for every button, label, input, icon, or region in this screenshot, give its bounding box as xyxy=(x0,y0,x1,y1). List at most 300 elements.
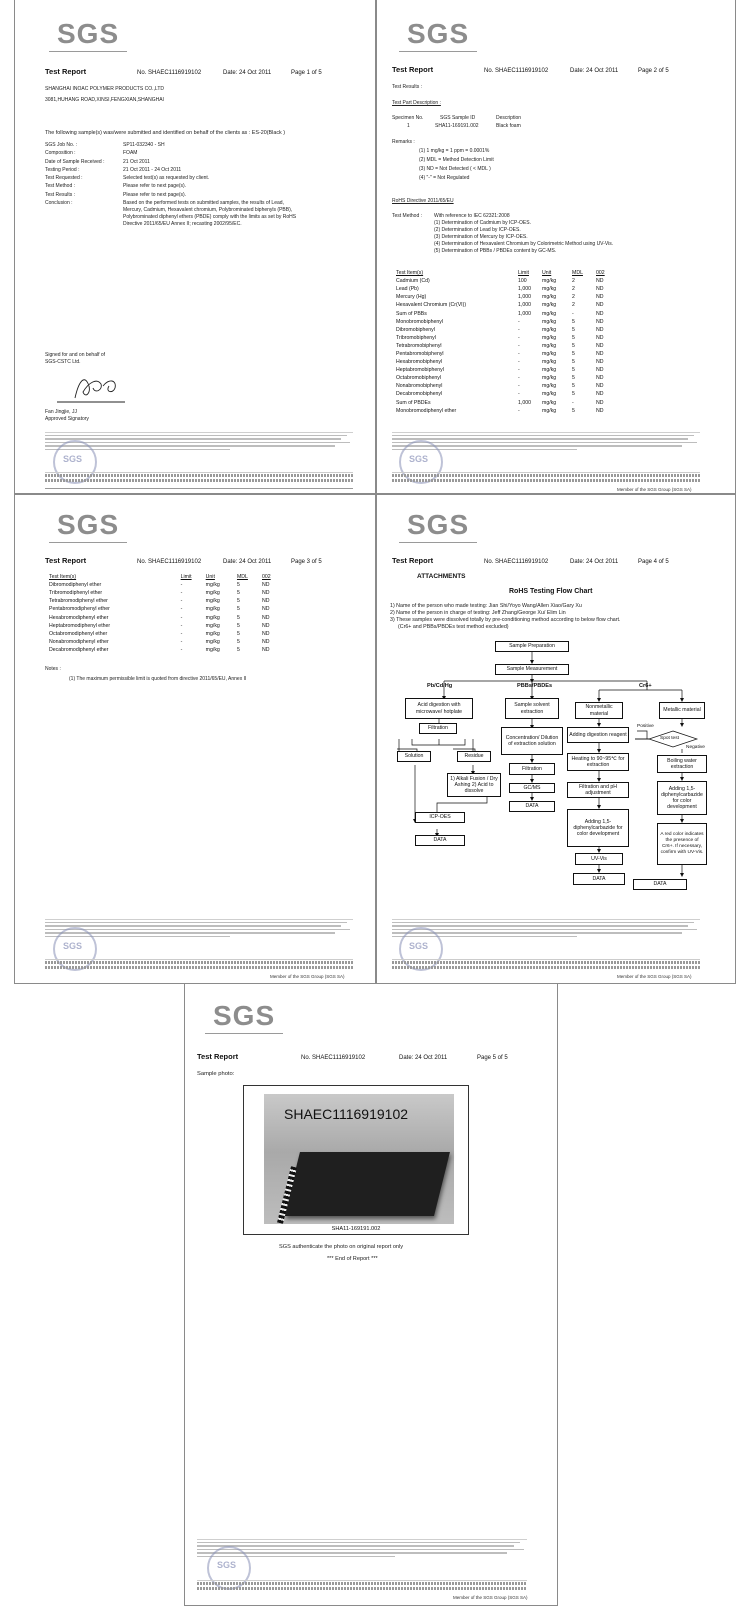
field-value: Please refer to next page(s). xyxy=(123,191,187,198)
flow-node-solvent-extraction: Sample solvent extraction xyxy=(505,698,559,719)
table-cell: ND xyxy=(596,383,604,390)
table-cell: - xyxy=(572,310,574,317)
table-cell: mg/kg xyxy=(205,590,220,597)
spec-cell: SHA11-169191.002 xyxy=(435,123,479,129)
sample-photo-frame xyxy=(243,1085,469,1235)
flow-node-alkali-fusion: 1) Alkali Fusion / Dry Ashing 2) Acid to dissolve xyxy=(447,773,501,797)
table-cell: 2 xyxy=(572,286,575,293)
table-cell: ND xyxy=(596,326,604,333)
field-row xyxy=(45,183,365,191)
table-cell: 1,000 xyxy=(518,310,531,317)
remarks-label: Remarks : xyxy=(392,139,415,145)
table-cell: Hexabromodiphenyl ether xyxy=(49,614,109,621)
table-cell: Sum of PBDEs xyxy=(396,399,431,406)
table-cell: 1,000 xyxy=(518,294,531,301)
field-value: 21 Oct 2011 xyxy=(123,158,150,165)
table-cell: Pentabromobiphenyl xyxy=(396,350,444,357)
flow-node-metallic: Metallic material xyxy=(659,702,705,719)
page-label: Page 1 of 5 xyxy=(291,70,322,76)
table-cell: Monobromodiphenyl ether xyxy=(396,407,457,414)
remark-line: (1) 1 mg/kg = 1 ppm = 0.0001% xyxy=(419,148,490,154)
table-cell: Nonabromobiphenyl xyxy=(396,383,443,390)
flow-node-data-3: DATA xyxy=(573,873,625,885)
table-row xyxy=(45,597,285,605)
flow-node-gcms: GC/MS xyxy=(509,783,555,793)
table-cell: 5 xyxy=(572,342,575,349)
logo-text: SGS xyxy=(57,509,120,540)
report-title: Test Report xyxy=(45,67,87,76)
table-cell: 5 xyxy=(236,638,240,645)
table-cell: - xyxy=(180,646,183,653)
table-cell: 1,000 xyxy=(518,286,531,293)
seal-text: SGS xyxy=(409,454,429,464)
field-label: Date of Sample Received : xyxy=(45,158,105,165)
table-row xyxy=(45,646,285,654)
fields-list xyxy=(45,142,365,228)
table-row xyxy=(392,293,618,301)
table-cell: 100 xyxy=(518,278,527,285)
flow-node-uvvis: UV-Vis xyxy=(575,853,623,865)
authenticate-note: SGS authenticate the photo on original report only xyxy=(279,1244,404,1250)
sample-photo-label: Sample photo: xyxy=(197,1071,235,1077)
spec-col-header: Specimen No. xyxy=(392,115,424,121)
table-cell: mg/kg xyxy=(542,399,557,406)
page-header xyxy=(45,557,365,566)
page-label: Page 3 of 5 xyxy=(291,559,322,565)
page-header xyxy=(197,1053,527,1062)
table-cell: Hexavalent Chromium (Cr(VI)) xyxy=(396,302,467,309)
table-cell: 5 xyxy=(572,383,575,390)
company-address: 3081,HUHANG ROAD,XINSI,FENGXIAN,SHANGHAI xyxy=(45,97,164,103)
flow-col-title-pbcdhg: Pb/Cd/Hg xyxy=(427,683,453,689)
note-line: (1) The maximum permissible limit is quoted from directive 2011/65/EU, Annex II xyxy=(69,676,247,682)
table-cell: 1,000 xyxy=(518,302,531,309)
table-cell: mg/kg xyxy=(542,350,557,357)
spec-col-header: Description xyxy=(496,115,522,121)
flow-node-icp-oes: ICP-OES xyxy=(415,812,465,823)
spec-row xyxy=(407,123,521,130)
sgs-logo xyxy=(57,511,119,539)
results-table xyxy=(392,269,618,415)
table-header-row xyxy=(392,269,618,277)
table-cell: ND xyxy=(596,399,604,406)
table-cell: ND xyxy=(596,278,604,285)
field-row xyxy=(45,192,365,200)
table-cell: - xyxy=(180,614,183,621)
report-date: Date: 24 Oct 2011 xyxy=(223,559,272,565)
table-row xyxy=(392,382,618,390)
field-value: Please refer to next page(s). xyxy=(123,183,187,190)
table-cell: 5 xyxy=(572,359,575,366)
report-date: Date: 24 Oct 2011 xyxy=(223,70,272,76)
end-of-report: *** End of Report *** xyxy=(327,1256,378,1262)
report-page-4 xyxy=(376,494,736,984)
table-cell: ND xyxy=(262,646,270,653)
page-header xyxy=(45,68,365,77)
table-row xyxy=(392,399,618,407)
table-cell: mg/kg xyxy=(542,318,557,325)
table-cell: - xyxy=(518,407,520,414)
table-cell: 5 xyxy=(572,350,575,357)
table-row xyxy=(392,407,618,415)
table-row xyxy=(392,277,618,285)
method-line: (1) Determination of Cadmium by ICP-OES. xyxy=(434,220,531,226)
remark-line: (3) ND = Not Detected ( < MDL ) xyxy=(419,166,491,172)
field-label: Testing Period : xyxy=(45,166,80,173)
table-cell: Pentabromodiphenyl ether xyxy=(49,606,110,613)
table-cell: Hexabromobiphenyl xyxy=(396,359,443,366)
table-cell: Lead (Pb) xyxy=(396,286,419,293)
table-header: Unit xyxy=(205,574,215,581)
field-row xyxy=(45,167,365,175)
table-cell: - xyxy=(180,582,183,589)
part-desc-label: Test Part Description : xyxy=(392,100,441,106)
table-cell: Octabromobiphenyl xyxy=(396,375,441,382)
table-cell: ND xyxy=(596,350,604,357)
report-title: Test Report xyxy=(197,1052,239,1061)
field-row xyxy=(45,142,365,150)
table-cell: ND xyxy=(596,302,604,309)
report-page-5 xyxy=(184,984,558,1606)
table-cell: 2 xyxy=(572,294,575,301)
table-cell: mg/kg xyxy=(205,638,220,645)
table-header: 002 xyxy=(596,270,605,277)
table-row xyxy=(45,605,285,613)
table-cell: ND xyxy=(262,606,270,613)
flow-node-data-2: DATA xyxy=(509,801,555,812)
member-text: Member of the SGS Group (SGS SA) xyxy=(617,974,692,979)
report-title: Test Report xyxy=(45,556,87,565)
table-cell: mg/kg xyxy=(205,614,220,621)
table-cell: Tetrabromodiphenyl ether xyxy=(49,598,108,605)
table-cell: - xyxy=(180,622,183,629)
table-cell: ND xyxy=(262,638,270,645)
table-cell: mg/kg xyxy=(205,606,220,613)
table-cell: mg/kg xyxy=(542,407,557,414)
table-cell: Monobromobiphenyl xyxy=(396,318,444,325)
table-cell: mg/kg xyxy=(542,294,557,301)
table-cell: ND xyxy=(262,622,270,629)
spec-cell: 1 xyxy=(407,123,410,129)
method-line: (4) Determination of Hexavalent Chromium by Colorimetric Method using UV-Vis. xyxy=(434,241,614,247)
address-footer xyxy=(392,472,700,486)
table-cell: - xyxy=(518,350,520,357)
flow-node-heating: Heating to 90~95℃ for extraction xyxy=(567,753,629,771)
table-header: MDL xyxy=(572,270,583,277)
table-row xyxy=(392,374,618,382)
table-cell: - xyxy=(180,630,183,637)
flow-node-residue: Residue xyxy=(457,751,491,762)
address-footer xyxy=(392,959,700,973)
field-row xyxy=(45,175,365,183)
table-cell: mg/kg xyxy=(542,286,557,293)
attachments-heading: ATTACHMENTS xyxy=(417,573,466,580)
table-cell: mg/kg xyxy=(205,622,220,629)
page-label: Page 5 of 5 xyxy=(477,1055,508,1061)
table-cell: mg/kg xyxy=(542,359,557,366)
table-cell: 5 xyxy=(236,606,240,613)
logo-text: SGS xyxy=(407,509,470,540)
flow-node-solution: Solution xyxy=(397,751,431,762)
seal-text: SGS xyxy=(63,941,83,951)
photo-caption-text: SHAEC1116919102 xyxy=(284,1106,409,1122)
flow-col-title-pbbs: PBBs/PBDEs xyxy=(517,683,553,689)
table-row xyxy=(45,630,285,638)
report-page-1 xyxy=(14,0,376,494)
page-label: Page 2 of 5 xyxy=(638,68,669,74)
company-name: SHANGHAI INOAC POLYMER PRODUCTS CO.,LTD xyxy=(45,86,164,92)
spec-col-header: SGS Sample ID xyxy=(440,115,476,121)
table-cell: - xyxy=(518,367,520,374)
table-cell: 5 xyxy=(236,582,240,589)
logo-text: SGS xyxy=(213,1000,276,1031)
table-cell: - xyxy=(180,638,183,645)
table-cell: ND xyxy=(596,334,604,341)
flow-node-concentration: Concentration/ Dilution of extraction solution xyxy=(501,727,563,755)
method-label: Test Method : xyxy=(392,213,423,219)
table-cell: - xyxy=(180,590,183,597)
signed-company: SGS-CSTC Ltd. xyxy=(45,359,81,365)
table-cell: ND xyxy=(262,582,270,589)
flow-node-adding-digestion: Adding digestion reagent xyxy=(567,727,629,743)
table-cell: ND xyxy=(262,590,270,597)
field-label: Test Requested : xyxy=(45,175,83,182)
table-row xyxy=(392,390,618,398)
member-text: Member of the SGS Group (SGS SA) xyxy=(453,1595,528,1600)
table-cell: Tetrabromobiphenyl xyxy=(396,342,442,349)
table-cell: - xyxy=(518,383,520,390)
table-cell: 5 xyxy=(236,598,240,605)
spec-cell: Black foam xyxy=(496,123,521,129)
table-cell: ND xyxy=(262,630,270,637)
table-cell: 5 xyxy=(236,614,240,621)
table-row xyxy=(392,285,618,293)
table-cell: 5 xyxy=(572,407,575,414)
table-header: Limit xyxy=(180,574,192,581)
logo-text: SGS xyxy=(407,18,470,49)
table-cell: mg/kg xyxy=(542,278,557,285)
flow-node-data-1: DATA xyxy=(415,835,465,846)
table-cell: Heptabromobiphenyl xyxy=(396,367,444,374)
table-cell: mg/kg xyxy=(542,383,557,390)
table-cell: - xyxy=(180,606,183,613)
field-value: Selected test(s) as requested by client. xyxy=(123,175,210,182)
table-cell: ND xyxy=(596,286,604,293)
table-cell: - xyxy=(518,334,520,341)
directive-label: RoHS Directive 2011/65/EU xyxy=(392,198,454,204)
table-cell: 5 xyxy=(572,334,575,341)
table-row xyxy=(392,301,618,309)
signed-line: Signed for and on behalf of xyxy=(45,352,106,358)
table-row xyxy=(392,342,618,350)
address-footer xyxy=(45,959,353,973)
table-cell: Octabromodiphenyl ether xyxy=(49,630,108,637)
table-cell: ND xyxy=(596,318,604,325)
remark-line: (2) MDL = Method Detection Limit xyxy=(419,157,494,163)
method-line: (3) Determination of Mercury by ICP-OES. xyxy=(434,234,528,240)
report-number: No. SHAEC1116919102 xyxy=(137,70,202,76)
table-cell: - xyxy=(518,375,520,382)
conclusion-line: Based on the performed tests on submitted samples, the results of Lead, xyxy=(123,200,284,207)
report-date: Date: 24 Oct 2011 xyxy=(570,68,619,74)
table-cell: ND xyxy=(596,391,604,398)
results-table xyxy=(45,573,285,654)
table-cell: 5 xyxy=(236,590,240,597)
table-cell: mg/kg xyxy=(542,302,557,309)
table-cell: Heptabromodiphenyl ether xyxy=(49,622,111,629)
table-row xyxy=(392,350,618,358)
sgs-logo xyxy=(57,20,119,48)
flow-node-filtration-ph: Filtration and pH adjustment xyxy=(567,782,629,798)
table-cell: ND xyxy=(596,375,604,382)
table-cell: mg/kg xyxy=(542,334,557,341)
table-row xyxy=(392,326,618,334)
table-cell: 2 xyxy=(572,302,575,309)
table-header: Unit xyxy=(542,270,552,277)
table-cell: mg/kg xyxy=(205,582,220,589)
report-date: Date: 24 Oct 2011 xyxy=(399,1055,448,1061)
info-line: 3) These samples were dissolved totally by pre-conditioning method according to below flow chart. xyxy=(390,617,621,623)
table-cell: 5 xyxy=(572,326,575,333)
table-cell: - xyxy=(572,399,574,406)
table-cell: Cadmium (Cd) xyxy=(396,278,430,285)
table-cell: 2 xyxy=(572,278,575,285)
conclusion-line: Polybrominated diphenyl ethers (PBDE) comply with the limits as set by RoHS xyxy=(123,214,297,221)
table-cell: 5 xyxy=(236,622,240,629)
field-label: Composition : xyxy=(45,150,76,157)
table-cell: Nonabromodiphenyl ether xyxy=(49,638,109,645)
table-row xyxy=(392,334,618,342)
seal-text: SGS xyxy=(409,941,429,951)
table-cell: 5 xyxy=(572,391,575,398)
notes-label: Notes : xyxy=(45,666,61,672)
table-cell: 5 xyxy=(236,646,240,653)
field-value: SP11-032340 - SH xyxy=(123,142,165,148)
report-number: No. SHAEC1116919102 xyxy=(137,559,202,565)
table-cell: mg/kg xyxy=(542,367,557,374)
flow-chart-title: RoHS Testing Flow Chart xyxy=(509,588,593,595)
table-cell: mg/kg xyxy=(205,630,220,637)
table-cell: ND xyxy=(596,407,604,414)
table-cell: 5 xyxy=(236,630,240,637)
table-row xyxy=(392,366,618,374)
table-cell: mg/kg xyxy=(542,391,557,398)
table-cell: - xyxy=(518,326,520,333)
table-row xyxy=(45,589,285,597)
table-row xyxy=(45,638,285,646)
spec-header xyxy=(392,115,522,122)
field-row xyxy=(45,159,365,167)
table-cell: mg/kg xyxy=(542,375,557,382)
flow-node-red-color: A red color indicates the presence of Cr6+. If necessary, confirm with UV-Vis. xyxy=(657,823,707,865)
method-line: (2) Determination of Lead by ICP-OES. xyxy=(434,227,521,233)
info-line: (Cr6+ and PBBs/PBDEs test method excluded) xyxy=(398,624,509,630)
table-row xyxy=(45,581,285,589)
report-number: No. SHAEC1116919102 xyxy=(484,559,549,565)
flow-node-adding-dpc: Adding 1,5-diphenylcarbazide for color development xyxy=(567,809,629,847)
seal-text: SGS xyxy=(63,454,83,464)
photo-sample-id: SHA11-169191.002 xyxy=(331,1226,381,1232)
address-footer xyxy=(197,1580,527,1594)
flow-node-data-4: DATA xyxy=(633,879,687,890)
page-header xyxy=(392,66,712,75)
table-cell: Dibromobiphenyl xyxy=(396,326,435,333)
field-value: FOAM xyxy=(123,150,138,157)
signer-name: Fan Jingjie, JJ xyxy=(45,409,77,415)
sample-photo xyxy=(264,1094,454,1224)
member-text: Member of the SGS Group (SGS SA) xyxy=(617,487,692,492)
info-line: 1) Name of the person who made testing: Jian Shi/Yoyo Wang/Allen Xiao/Gary Xu xyxy=(390,603,582,609)
table-cell: mg/kg xyxy=(542,342,557,349)
flow-node-filtration: Filtration xyxy=(419,723,457,734)
seal-text: SGS xyxy=(217,1560,237,1570)
field-label: SGS Job No. : xyxy=(45,142,77,148)
table-cell: 5 xyxy=(572,318,575,325)
table-cell: - xyxy=(518,391,520,398)
table-header: MDL xyxy=(236,574,248,581)
report-date: Date: 24 Oct 2011 xyxy=(570,559,619,565)
table-cell: ND xyxy=(596,367,604,374)
table-header: Test Item(s) xyxy=(396,270,424,277)
intro-text: The following sample(s) was/were submitted and identified on behalf of the clients as : ES-20(Black ) xyxy=(45,130,286,136)
sgs-logo xyxy=(407,20,469,48)
info-line: 2) Name of the person in charge of testing: Jeff Zhang/George Xu/ Elim Lin xyxy=(390,610,566,616)
flow-label-negative: Negative xyxy=(686,745,705,750)
table-cell: Decabromobiphenyl xyxy=(396,391,443,398)
report-page-2 xyxy=(376,0,736,494)
field-row xyxy=(45,200,365,228)
flow-node-acid-digestion: Acid digestion with microwave/ hotplate xyxy=(405,698,473,719)
table-cell: Decabromodiphenyl ether xyxy=(49,646,109,653)
flow-node-filtration-2: Filtration xyxy=(509,763,555,775)
table-cell: 1,000 xyxy=(518,399,531,406)
remark-line: (4) "-" = Not Regulated xyxy=(419,175,470,181)
table-cell: Sum of PBBs xyxy=(396,310,427,317)
field-value: 21 Oct 2011 - 24 Oct 2011 xyxy=(123,166,182,173)
method-line: (5) Determination of PBBs / PBDEs content by GC-MS. xyxy=(434,248,557,254)
table-cell: - xyxy=(180,598,183,605)
flow-node-sample-prep: Sample Preparation xyxy=(495,641,569,652)
report-title: Test Report xyxy=(392,65,434,74)
table-cell: - xyxy=(518,342,520,349)
table-cell: 5 xyxy=(572,367,575,374)
table-cell: 5 xyxy=(572,375,575,382)
table-cell: mg/kg xyxy=(205,646,220,653)
table-row xyxy=(45,613,285,621)
footer-divider xyxy=(45,488,353,489)
conclusion-line: Directive 2011/65/EU Annex II; recasting 2002/95/EC. xyxy=(123,221,242,228)
method-line: With reference to IEC 62321:2008 xyxy=(434,213,510,219)
member-text: Member of the SGS Group (SGS SA) xyxy=(270,974,345,979)
table-header: 002 xyxy=(262,574,271,581)
flow-node-nonmetallic: Nonmetallic material xyxy=(575,702,623,719)
report-number: No. SHAEC1116919102 xyxy=(301,1055,366,1061)
table-cell: Mercury (Hg) xyxy=(396,294,427,301)
report-number: No. SHAEC1116919102 xyxy=(484,68,549,74)
logo-text: SGS xyxy=(57,18,120,49)
flow-col-title-cr6: Cr6+ xyxy=(639,683,652,689)
table-cell: ND xyxy=(596,294,604,301)
table-row xyxy=(45,622,285,630)
flow-label-positive: Positive xyxy=(637,724,654,729)
table-cell: ND xyxy=(596,342,604,349)
table-row xyxy=(392,318,618,326)
flow-node-adding-dpc-2: Adding 1,5-diphenylcarbazide for color development xyxy=(657,781,707,815)
report-page-3 xyxy=(14,494,376,984)
table-header: Limit xyxy=(518,270,529,277)
table-cell: ND xyxy=(262,598,270,605)
results-label: Test Results : xyxy=(392,84,423,90)
